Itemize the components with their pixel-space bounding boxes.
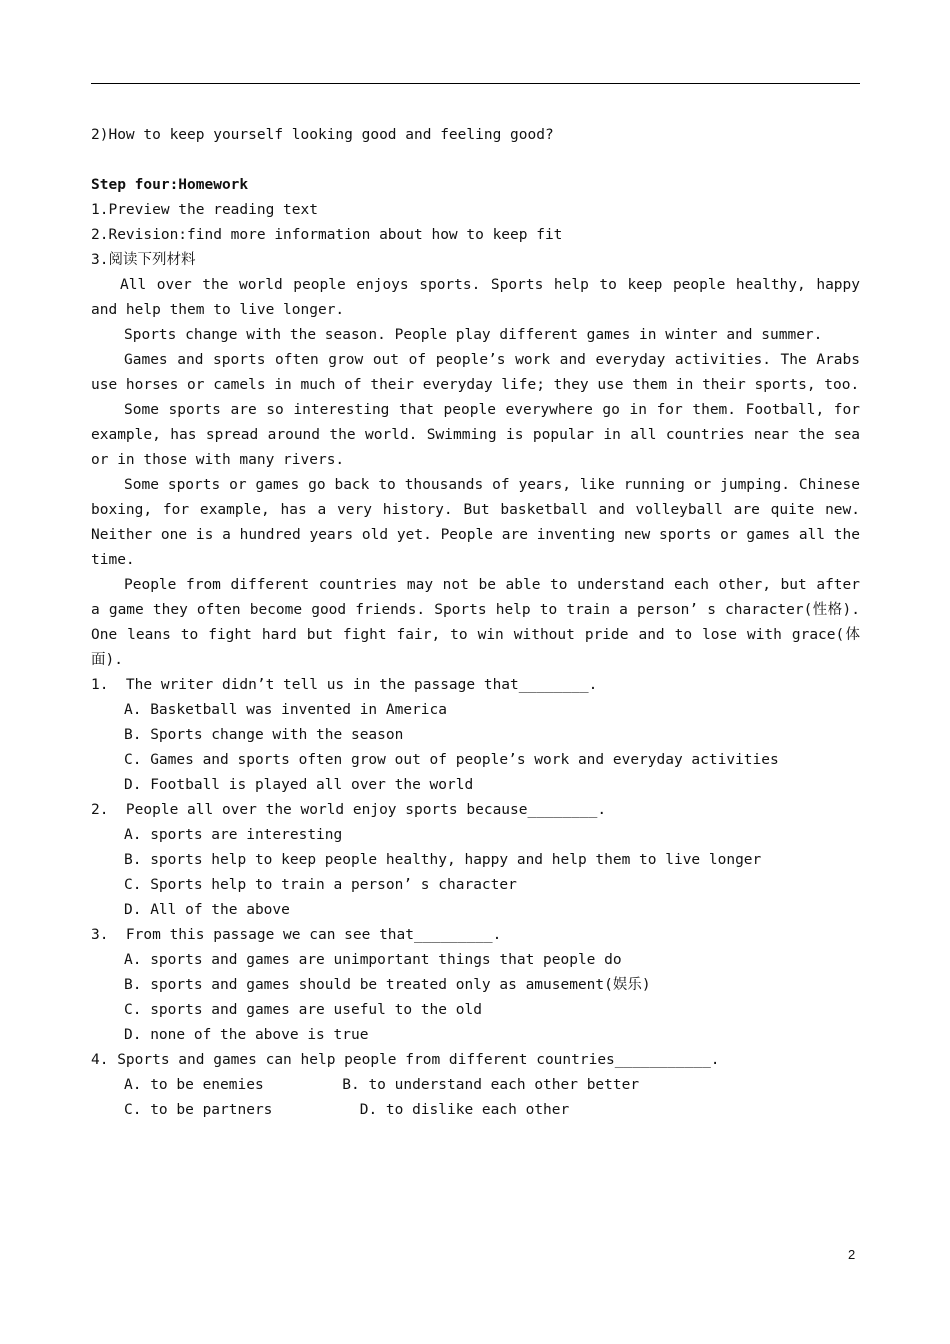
question-stem: 2. People all over the world enjoy sports because________. [91,802,607,818]
answer-option-row [91,1098,860,1123]
answer-option: A. sports and games are unimportant things that people do [124,952,622,968]
answer-option: A. Basketball was invented in America [124,702,448,718]
question-stem: 1. The writer didn’t tell us in the passage that________. [91,677,598,693]
answer-option: B. to understand each other better [342,1077,640,1093]
passage-paragraph: Games and sports often grow out of people’s work and everyday activities. The Arabs use horses or camels in much of their everyday life; they use them in their sports, too. [91,352,860,393]
answer-option: C. to be partners [124,1102,273,1118]
question-stem: 4. Sports and games can help people from different countries___________. [91,1052,720,1068]
passage-paragraph: All over the world people enjoys sports. Sports help to keep people healthy, happy and help them to live longer. [91,277,860,318]
homework-item: 3.阅读下列材料 [91,252,196,268]
answer-option: C. Games and sports often grow out of people’s work and everyday activities [124,752,779,768]
answer-option: D. All of the above [124,902,290,918]
answer-option: C. sports and games are useful to the old [124,1002,482,1018]
passage-paragraph: Some sports are so interesting that people everywhere go in for them. Football, for example, has spread around the world. Swimming is popular in all countries near the sea or in those with many rivers. [91,402,860,468]
passage-paragraph: Sports change with the season. People play different games in winter and summer. [124,327,823,343]
answer-option: A. to be enemies [124,1077,264,1093]
homework-heading: Step four:Homework [91,177,249,193]
answer-option: C. Sports help to train a person’ s character [124,877,517,893]
question-2 [91,798,860,923]
answer-option: D. none of the above is true [124,1027,369,1043]
passage-paragraph: Some sports or games go back to thousands of years, like running or jumping. Chinese boxing, for example, has a very history. But basketball and volleyball are quite new. Neither one is a hundred years old yet. People are inventing new sports or games all the time. [91,477,860,568]
answer-option: B. sports help to keep people healthy, happy and help them to live longer [124,852,762,868]
answer-option: D. to dislike each other [359,1102,570,1118]
answer-option: B. sports and games should be treated only as amusement(娱乐) [124,977,651,993]
answer-option-row [91,1073,860,1098]
answer-option: D. Football is played all over the world [124,777,474,793]
answer-option: B. Sports change with the season [124,727,404,743]
question-4 [91,1048,860,1123]
passage-paragraph: People from different countries may not be able to understand each other, but after a game they often become good friends. Sports help to train a person’ s character(性格). One leans to fight hard but fight fair, to win without pride and to lose with grace(体面). [91,577,860,668]
homework-item: 2.Revision:find more information about how to keep fit [91,227,563,243]
question-stem: 3. From this passage we can see that_________. [91,927,502,943]
intro-question: 2)How to keep yourself looking good and feeling good? [91,127,554,143]
homework-item: 1.Preview the reading text [91,202,318,218]
document-body [91,123,860,1123]
question-3 [91,923,860,1048]
question-1 [91,673,860,798]
header-rule [91,83,860,84]
answer-option: A. sports are interesting [124,827,343,843]
page-number: 2 [848,1247,856,1262]
